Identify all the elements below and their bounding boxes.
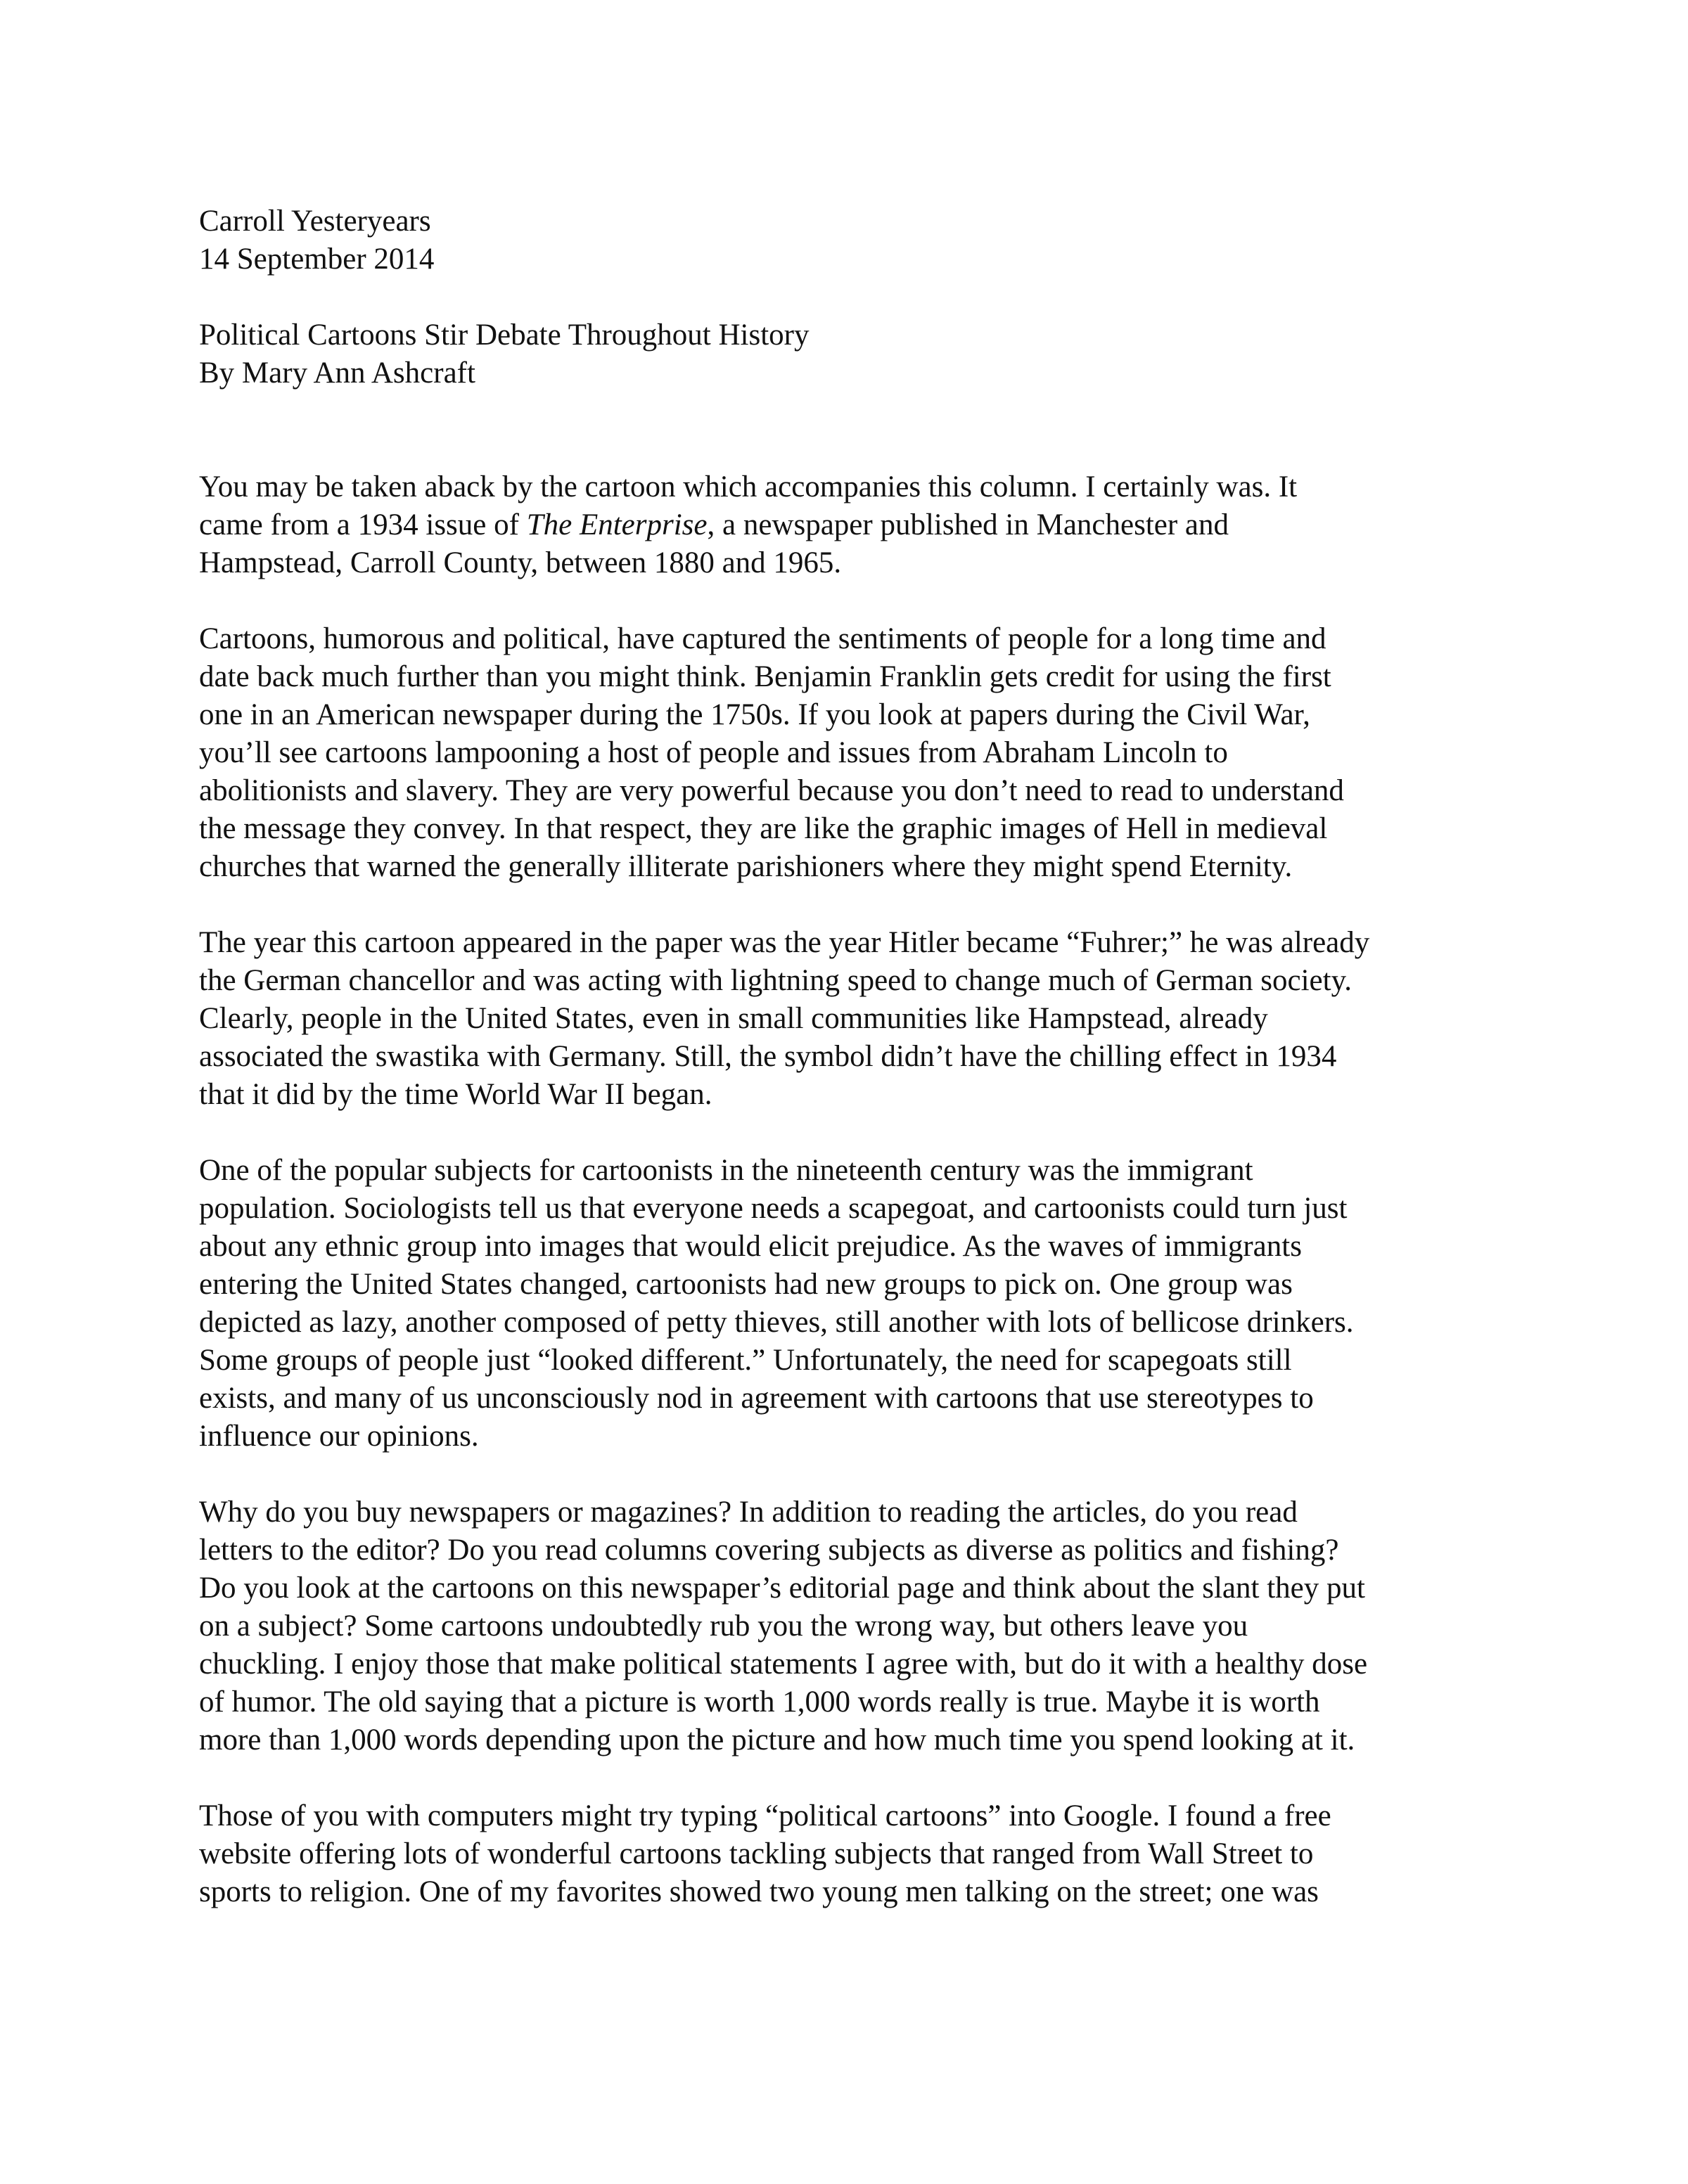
paragraph-3 xyxy=(199,924,1535,1114)
paragraph-line: Do you look at the cartoons on this newspaper’s editorial page and think about the slant they put xyxy=(199,1572,1365,1605)
paragraph-1 xyxy=(199,468,1535,582)
paragraph-line: Why do you buy newspapers or magazines? In addition to reading the articles, do you read xyxy=(199,1496,1298,1529)
paragraph-line: date back much further than you might think. Benjamin Franklin gets credit for using the first xyxy=(199,660,1331,693)
column-header xyxy=(199,203,1535,278)
paragraph-line: more than 1,000 words depending upon the picture and how much time you spend looking at it. xyxy=(199,1723,1355,1756)
column-name: Carroll Yesteryears xyxy=(199,205,431,238)
paragraph-line: letters to the editor? Do you read columns covering subjects as diverse as politics and fishing? xyxy=(199,1534,1339,1567)
publication-date: 14 September 2014 xyxy=(199,243,435,276)
article-byline: By Mary Ann Ashcraft xyxy=(199,356,475,390)
paragraph-line: The year this cartoon appeared in the paper was the year Hitler became “Fuhrer;” he was already xyxy=(199,926,1370,959)
paragraph-line: Clearly, people in the United States, even in small communities like Hampstead, already xyxy=(199,1002,1268,1035)
paragraph-line: population. Sociologists tell us that everyone needs a scapegoat, and cartoonists could turn just xyxy=(199,1192,1348,1225)
newspaper-title: The Enterprise xyxy=(526,508,708,541)
paragraph-line: One of the popular subjects for cartoonists in the nineteenth century was the immigrant xyxy=(199,1154,1253,1187)
paragraph-line: entering the United States changed, cartoonists had new groups to pick on. One group was xyxy=(199,1268,1293,1301)
paragraph-line: that it did by the time World War II began. xyxy=(199,1078,712,1111)
paragraph-line: chuckling. I enjoy those that make political statements I agree with, but do it with a healthy dose xyxy=(199,1647,1368,1681)
paragraph-line: on a subject? Some cartoons undoubtedly rub you the wrong way, but others leave you xyxy=(199,1610,1248,1643)
paragraph-2 xyxy=(199,620,1535,886)
paragraph-line: depicted as lazy, another composed of petty thieves, still another with lots of bellicose drinkers. xyxy=(199,1306,1354,1339)
paragraph-6 xyxy=(199,1797,1535,1911)
paragraph-4 xyxy=(199,1152,1535,1456)
paragraph-line: the message they convey. In that respect, they are like the graphic images of Hell in medieval xyxy=(199,812,1328,845)
paragraph-line: exists, and many of us unconsciously nod in agreement with cartoons that use stereotypes to xyxy=(199,1382,1314,1415)
paragraph-line: Some groups of people just “looked different.” Unfortunately, the need for scapegoats still xyxy=(199,1344,1292,1377)
paragraph-line: the German chancellor and was acting with lightning speed to change much of German society. xyxy=(199,964,1353,997)
article-title: Political Cartoons Stir Debate Throughout History xyxy=(199,319,810,352)
line-text: , a newspaper published in Manchester and xyxy=(707,508,1229,541)
paragraph-line: Cartoons, humorous and political, have captured the sentiments of people for a long time and xyxy=(199,622,1326,655)
line-text: came from a 1934 issue of xyxy=(199,508,527,541)
article-heading xyxy=(199,316,1535,392)
paragraph-line: Hampstead, Carroll County, between 1880 and 1965. xyxy=(199,546,842,579)
paragraph-line: abolitionists and slavery. They are very powerful because you don’t need to read to understand xyxy=(199,774,1344,807)
paragraph-line: Those of you with computers might try typing “political cartoons” into Google. I found a free xyxy=(199,1799,1331,1832)
paragraph-line: influence our opinions. xyxy=(199,1420,479,1453)
paragraph-line: one in an American newspaper during the 1750s. If you look at papers during the Civil War, xyxy=(199,698,1310,731)
paragraph-line xyxy=(199,506,1535,544)
article-body xyxy=(199,203,1535,1911)
paragraph-line: You may be taken aback by the cartoon which accompanies this column. I certainly was. It xyxy=(199,470,1298,503)
paragraph-line: of humor. The old saying that a picture is worth 1,000 words really is true. Maybe it is worth xyxy=(199,1685,1320,1719)
paragraph-line: you’ll see cartoons lampooning a host of people and issues from Abraham Lincoln to xyxy=(199,736,1228,769)
paragraph-line: associated the swastika with Germany. Still, the symbol didn’t have the chilling effect in 1934 xyxy=(199,1040,1337,1073)
paragraph-line: sports to religion. One of my favorites showed two young men talking on the street; one was xyxy=(199,1875,1319,1908)
paragraph-line: about any ethnic group into images that would elicit prejudice. As the waves of immigrants xyxy=(199,1230,1302,1263)
paragraph-5 xyxy=(199,1494,1535,1759)
paragraph-line: churches that warned the generally illiterate parishioners where they might spend Eternity. xyxy=(199,850,1293,883)
paragraph-line: website offering lots of wonderful cartoons tackling subjects that ranged from Wall Street to xyxy=(199,1837,1314,1870)
